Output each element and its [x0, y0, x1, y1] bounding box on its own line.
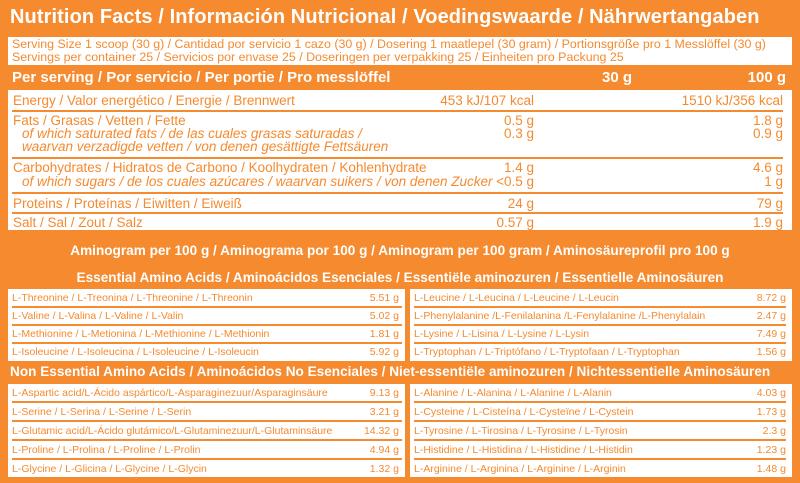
- amino-value: 5.92 g: [369, 346, 399, 358]
- amino-value: 8.72 g: [756, 292, 786, 304]
- essential-left-column: [8, 289, 405, 361]
- amino-row: [8, 403, 405, 421]
- nutrient-value-30g: 0.57 g: [496, 215, 534, 230]
- amino-name: L-Valine / L-Valina / L-Valine / L-Valin: [12, 310, 184, 322]
- nutrient-value-30g: 0.5 g: [503, 113, 534, 128]
- nutrient-value-100g: 1.9 g: [752, 215, 783, 230]
- per-serving-label: Per serving / Por servicio / Per portie / Pro messlöffel: [12, 69, 391, 86]
- amino-row: [8, 343, 405, 361]
- amino-name: L-Arginine / L-Arginina / L-Arginine / L-Arginin: [414, 463, 626, 475]
- amino-row: [410, 343, 792, 361]
- essential-right-column: [410, 289, 792, 361]
- amino-name: L-Aspartic acid/L-Ácido aspártico/L-Asparaginezuur/Asparaginsäure: [12, 387, 328, 399]
- amino-value: 5.02 g: [369, 310, 399, 322]
- amino-name: L-Tryptophan / L-Triptófano / L-Tryptofaan / L-Tryptophan: [414, 346, 680, 358]
- essential-amino-table: [8, 289, 792, 361]
- amino-name: L-Methionine / L-Metionina / L-Methionine / L-Methionin: [12, 328, 270, 340]
- amino-name: L-Tyrosine / L-Tirosina / L-Tyrosine / L-Tyrosin: [414, 425, 628, 437]
- nutrient-value-100g: 1.8 g: [752, 113, 783, 128]
- nutrient-label: Energy / Valor energético / Energie / Brennwert: [13, 93, 295, 108]
- amino-name: L-Serine / L-Serina / L-Serine / L-Serin: [12, 406, 192, 418]
- amino-value: 1.56 g: [756, 346, 786, 358]
- nutrient-label-continued: waarvan verzadigde vetten / von denen gesättigte Fettsäuren: [22, 139, 389, 154]
- amino-row: [8, 422, 405, 440]
- amino-value: 2.3 g: [762, 425, 786, 437]
- amino-value: 7.49 g: [756, 328, 786, 340]
- amino-row: [8, 325, 405, 343]
- amino-name: L-Phenylalanine /L-Fenilalanina /L-Fenylalanine /L-Phenylalain: [414, 310, 706, 322]
- nutrient-value-100g: 1 g: [764, 174, 783, 189]
- amino-row: [8, 289, 405, 307]
- amino-row: [410, 403, 792, 421]
- nutrient-value-30g: 453 kJ/107 kcal: [440, 93, 534, 108]
- nutrient-label: Proteins / Proteínas / Eiwitten / Eiweiß: [13, 196, 242, 211]
- amino-name: L-Lysine / L-Lisina / L-Lysine / L-Lysin: [414, 328, 590, 340]
- amino-row: [410, 289, 792, 307]
- amino-value: 4.94 g: [369, 444, 399, 456]
- amino-row: [410, 384, 792, 402]
- serving-size: Serving Size 1 scoop (30 g) / Cantidad por servicio 1 cazo (30 g) / Dosering 1 maatlepel (30 gram) / Portionsgröße pro 1 Messlöffel (30 g): [12, 37, 766, 51]
- amino-value: 1.48 g: [756, 463, 786, 475]
- amino-value: 1.73 g: [756, 406, 786, 418]
- nutrients-table: [8, 90, 792, 230]
- nutrient-value-30g: 1.4 g: [503, 160, 534, 175]
- non-essential-left-column: [8, 384, 405, 477]
- amino-value: 4.03 g: [756, 387, 786, 399]
- amino-name: L-Isoleucine / L-Isoleucina / L-Isoleucine / L-Isoleucin: [12, 346, 259, 358]
- amino-name: L-Cysteine / L-Cisteína / L-Cysteïne / L-Cystein: [414, 406, 634, 418]
- amino-value: 3.21 g: [369, 406, 399, 418]
- divider: [12, 192, 783, 194]
- servings-per-container: Servings per container 25 / Servicios por envase 25 / Doseringen per verpakking 25 / Einheiten pro Packung 25: [12, 50, 624, 64]
- amino-name: L-Alanine / L-Alanina / L-Alanine / L-Alanin: [414, 387, 612, 399]
- serving-info: [8, 37, 792, 65]
- amino-name: L-Glutamic acid/L-Ácido glutámico/L-Glutaminezuur/L-Glutaminsäure: [12, 425, 333, 437]
- divider: [12, 212, 783, 214]
- amino-value: 5.51 g: [369, 292, 399, 304]
- amino-row: [410, 441, 792, 459]
- amino-row: [8, 384, 405, 402]
- nutrient-value-100g: 79 g: [756, 196, 783, 211]
- divider: [12, 157, 783, 159]
- non-essential-right-column: [410, 384, 792, 477]
- column-30g-header: 30 g: [601, 69, 632, 86]
- amino-row: [410, 307, 792, 325]
- amino-name: L-Glycine / L-Glicina / L-Glycine / L-Glycin: [12, 463, 207, 475]
- nutrient-value-100g: 0.9 g: [752, 126, 783, 141]
- amino-row: [410, 325, 792, 343]
- amino-row: [410, 460, 792, 478]
- amino-row: [8, 307, 405, 325]
- column-100g-header: 100 g: [747, 69, 786, 86]
- nutrient-value-30g: 24 g: [507, 196, 534, 211]
- non-essential-amino-table: [8, 384, 792, 477]
- per-serving-header: [8, 68, 792, 88]
- amino-value: 1.32 g: [369, 463, 399, 475]
- nutrient-label: of which saturated fats / de las cuales grasas saturadas /: [22, 126, 362, 141]
- amino-row: [8, 441, 405, 459]
- amino-value: 9.13 g: [369, 387, 399, 399]
- divider: [12, 110, 783, 112]
- amino-name: L-Proline / L-Prolina / L-Proline / L-Prolin: [12, 444, 201, 456]
- nutrient-value-100g: 1510 kJ/356 kcal: [681, 93, 783, 108]
- nutrient-value-100g: 4.6 g: [752, 160, 783, 175]
- amino-name: L-Leucine / L-Leucina / L-Leucine / L-Leucin: [414, 292, 619, 304]
- label-title: Nutrition Facts / Información Nutricional / Voedingswaarde / Nährwertangaben: [10, 6, 760, 28]
- aminogram-title: Aminogram per 100 g / Aminograma por 100 g / Aminogram per 100 gram / Aminosäureprofil pro 100 g: [70, 243, 730, 258]
- amino-row: [8, 460, 405, 478]
- amino-value: 1.23 g: [756, 444, 786, 456]
- amino-value: 2.47 g: [756, 310, 786, 322]
- essential-amino-title: Essential Amino Acids / Aminoácidos Esenciales / Essentiële aminozuren / Essentielle Aminosäuren: [76, 270, 724, 285]
- amino-name: L-Histidine / L-Histidina / L-Histidine / L-Histidin: [414, 444, 633, 456]
- amino-value: 1.81 g: [369, 328, 399, 340]
- amino-row: [410, 422, 792, 440]
- nutrient-label: Carbohydrates / Hidratos de Carbono / Koolhydraten / Kohlenhydrate: [13, 160, 427, 175]
- nutrient-label: Salt / Sal / Zout / Salz: [13, 215, 143, 230]
- nutrient-label: of which sugars / de los cuales azúcares / waarvan suikers / von denen Zucker: [22, 174, 493, 189]
- nutrient-value-30g: <0.5 g: [496, 174, 534, 189]
- amino-name: L-Threonine / L-Treonina / L-Threonine / L-Threonin: [12, 292, 253, 304]
- nutrient-value-30g: 0.3 g: [503, 126, 534, 141]
- nutrient-label: Fats / Grasas / Vetten / Fette: [13, 113, 186, 128]
- amino-value: 14.32 g: [363, 425, 399, 437]
- non-essential-amino-title: Non Essential Amino Acids / Aminoácidos No Esenciales / Niet-essentiële aminozuren / Nichtessentielle Aminosäuren: [10, 364, 771, 379]
